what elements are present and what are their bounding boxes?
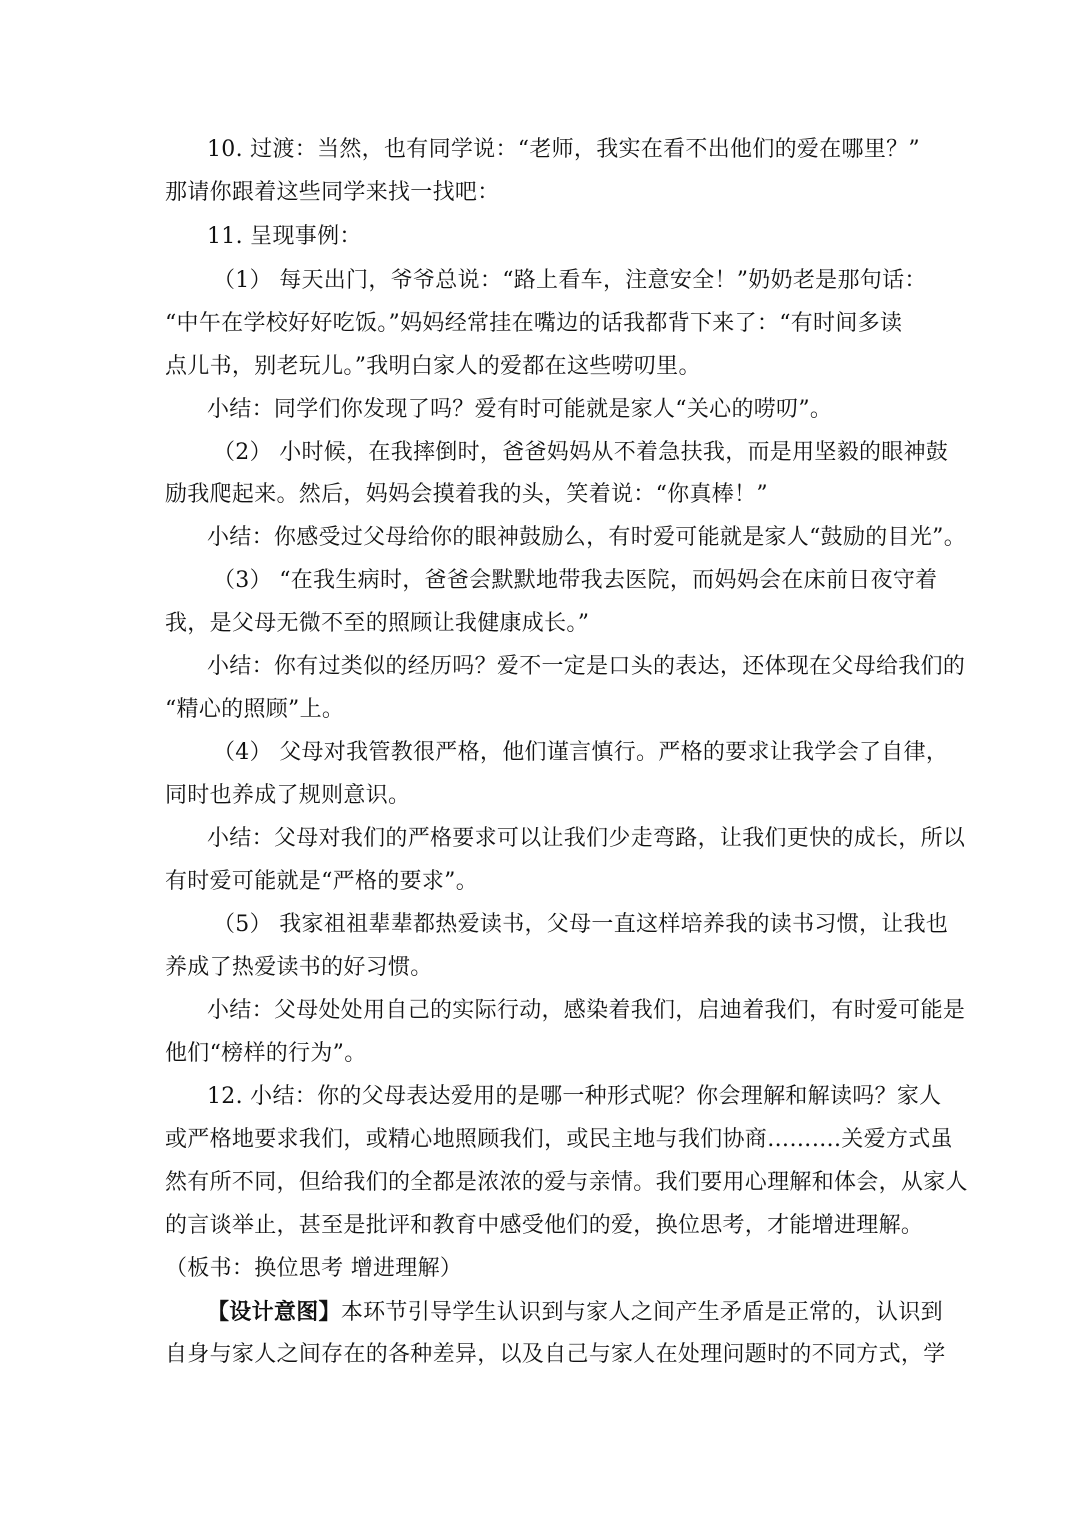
design-intent-label: 【设计意图】 [207,1299,341,1325]
paragraph-line: “中午在学校好好吃饭。”妈妈经常挂在嘴边的话我都背下来了：“有时间多读 [165,311,903,336]
paragraph-line: 小结：父母对我们的严格要求可以让我们少走弯路，让我们更快的成长，所以 [207,826,966,851]
paragraph-line: 然有所不同，但给我们的全都是浓浓的爱与亲情。我们要用心理解和体会，从家人 [165,1170,968,1195]
paragraph-line: 小结：父母处处用自己的实际行动，感染着我们，启迪着我们，有时爱可能是 [207,998,966,1023]
paragraph-line: 自身与家人之间存在的各种差异，以及自己与家人在处理问题时的不同方式，学 [165,1342,946,1367]
paragraph-line: 同时也养成了规则意识。 [165,783,411,808]
paragraph-line: 小结：你有过类似的经历吗？爱不一定是口头的表达，还体现在父母给我们的 [207,654,966,679]
paragraph-line: 小结：同学们你发现了吗？爱有时可能就是家人“关心的唠叨”。 [207,397,833,422]
paragraph-line: （5） 我家祖祖辈辈都热爱读书，父母一直这样培养我的读书习惯，让我也 [213,912,949,937]
blackboard-note: （板书：换位思考 增进理解） [165,1256,463,1281]
paragraph-line: 小结：你感受过父母给你的眼神鼓励么，有时爱可能就是家人“鼓励的目光”。 [207,525,966,550]
design-intent-line [207,1297,967,1328]
design-intent-text: 本环节引导学生认识到与家人之间产生矛盾是正常的，认识到 [340,1300,943,1325]
paragraph-line: 他们“榜样的行为”。 [165,1041,367,1066]
paragraph-line: 我，是父母无微不至的照顾让我健康成长。” [165,611,590,636]
paragraph-line: （4） 父母对我管教很严格，他们谨言慎行。严格的要求让我学会了自律， [213,740,949,765]
paragraph-line: 12. 小结：你的父母表达爱用的是哪一种形式呢？你会理解和解读吗？家人 [207,1084,942,1109]
paragraph-line: 有时爱可能就是“严格的要求”。 [165,869,478,894]
paragraph-line: 的言谈举止，甚至是批评和教育中感受他们的爱，换位思考，才能增进理解。 [165,1213,924,1238]
paragraph-line: （1） 每天出门，爷爷总说：“路上看车，注意安全！”奶奶老是那句话： [213,268,927,293]
paragraph-line: 励我爬起来。然后，妈妈会摸着我的头，笑着说：“你真棒！” [165,482,768,507]
paragraph-line: （3） “在我生病时，爸爸会默默地带我去医院，而妈妈会在床前日夜守着 [213,568,938,593]
paragraph-line: 养成了热爱读书的好习惯。 [165,955,433,980]
paragraph-line: 10. 过渡：当然，也有同学说：“老师，我实在看不出他们的爱在哪里？” [207,137,920,162]
paragraph-line: “精心的照顾”上。 [165,697,345,722]
paragraph-line: 那请你跟着这些同学来找一找吧： [165,180,500,205]
paragraph-line: 点儿书，别老玩儿。”我明白家人的爱都在这些唠叨里。 [165,354,701,379]
paragraph-line: 11. 呈现事例： [207,224,362,249]
paragraph-line: （2） 小时候，在我摔倒时，爸爸妈妈从不着急扶我，而是用坚毅的眼神鼓 [213,440,949,465]
paragraph-line: 或严格地要求我们，或精心地照顾我们，或民主地与我们协商……….关爱方式虽 [165,1127,953,1152]
